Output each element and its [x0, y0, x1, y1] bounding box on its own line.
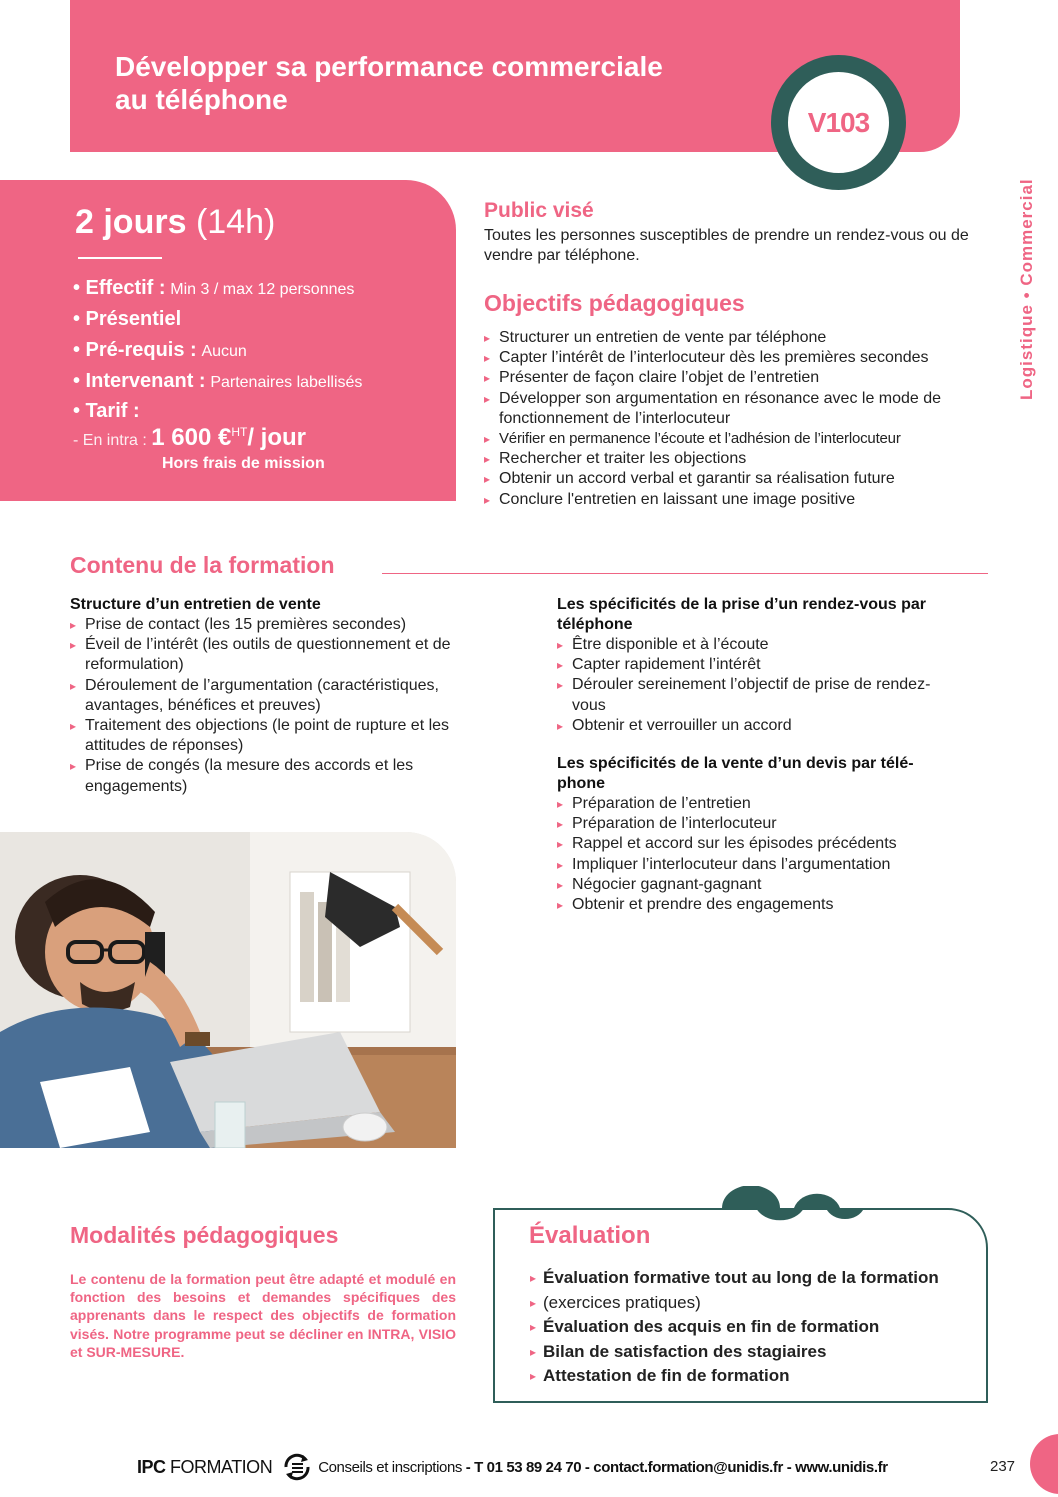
- brand-bold: IPC: [137, 1456, 166, 1477]
- intervenant-label: • Intervenant :: [73, 370, 206, 392]
- intra-prefix: - En intra :: [73, 432, 147, 449]
- list-item: ▸ Présenter de façon claire l’objet de l’entretien: [484, 368, 994, 388]
- page-number: 237: [990, 1458, 1016, 1475]
- photo-man-on-phone: [0, 832, 456, 1148]
- info-intervenant: [73, 370, 362, 393]
- effectif-value: Min 3 / max 12 personnes: [170, 281, 355, 298]
- contenu-rdv: [557, 595, 977, 736]
- rdv-list: [557, 635, 977, 736]
- list-item: ▸ Obtenir et prendre des engagements: [557, 895, 977, 915]
- list-item: ▸ Capter rapidement l’intérêt: [557, 655, 977, 675]
- public-text: Toutes les personnes susceptibles de prendre un rendez-vous ou de vendre par téléphone.: [484, 227, 969, 264]
- wave-decoration: [718, 1186, 868, 1226]
- rdv-title: Les spécificités de la prise d’un rendez-vous par téléphone: [557, 596, 927, 633]
- list-item: ▸ Être disponible et à l’écoute: [557, 635, 977, 655]
- footer: [137, 1455, 888, 1479]
- list-item: ▸ Prise de congés (la mesure des accords et les engagements): [70, 756, 508, 796]
- course-code-badge: [771, 55, 906, 190]
- duration-divider: [78, 257, 162, 259]
- contenu-rule: [382, 573, 988, 574]
- category-label: Logistique • Commercial: [1017, 178, 1036, 400]
- duration: [75, 203, 275, 242]
- structure-title: Structure d’un entretien de vente: [70, 596, 321, 613]
- list-item: ▸ Déroulement de l’argumentation (caractéristiques, avantages, bénéfices et preuves): [70, 676, 508, 716]
- list-item: ▸ Structurer un entretien de vente par téléphone: [484, 328, 994, 348]
- course-code: V103: [807, 106, 870, 138]
- hors-frais: Hors frais de mission: [162, 455, 325, 472]
- info-presentiel: [73, 308, 181, 331]
- list-item: ▸ Capter l’intérêt de l’interlocuteur dès les premières secondes: [484, 348, 994, 368]
- duration-hours: (14h): [195, 203, 276, 241]
- price-unit: / jour: [247, 424, 307, 451]
- list-item: ▸ Traitement des objections (le point de rupture et les attitudes de réponses): [70, 716, 508, 756]
- list-item: ▸ Attestation de fin de formation: [530, 1364, 970, 1389]
- public-title: Public visé: [484, 199, 594, 222]
- contact-intro: Conseils et inscriptions: [318, 1458, 462, 1476]
- list-item: ▸ Bilan de satisfaction des stagiaires: [530, 1340, 970, 1365]
- list-item: ▸ Préparation de l’entretien: [557, 794, 977, 814]
- modalites-title: Modalités pédagogiques: [70, 1222, 339, 1248]
- footer-contact: [318, 1459, 887, 1476]
- refresh-list-icon: [280, 1451, 314, 1483]
- contenu-title: Contenu de la formation: [70, 552, 335, 578]
- list-item: ▸ Éveil de l’intérêt (les outils de questionnement et de reformulation): [70, 635, 508, 675]
- list-item: ▸ Obtenir un accord verbal et garantir sa réalisation future: [484, 469, 994, 489]
- price-sup: HT: [231, 425, 248, 439]
- intervenant-value: Partenaires labellisés: [210, 374, 363, 391]
- list-item: ▸ Dérouler sereinement l’objectif de prise de rendez-vous: [557, 675, 977, 715]
- page-title-line1: Développer sa performance commerciale: [115, 51, 663, 82]
- devis-list: [557, 794, 977, 915]
- duration-days: 2 jours: [75, 203, 187, 241]
- presentiel-label: • Présentiel: [73, 308, 182, 330]
- modalites-text: Le contenu de la formation peut être adapté et modulé en fonction des besoins et demandes spécifiques des apprenants dans le respect des objectifs de formation visés. Notre programme peut se décliner en INTRA, VISIO et SUR-MESURE.: [70, 1271, 456, 1360]
- brand-rest: FORMATION: [170, 1456, 273, 1477]
- prerequis-value: Aucun: [201, 343, 247, 360]
- photo-illustration: [0, 832, 456, 1148]
- structure-list: [70, 615, 508, 797]
- list-item: ▸ Impliquer l’interlocuteur dans l’argumentation: [557, 855, 977, 875]
- list-item: ▸ Évaluation des acquis en fin de formation: [530, 1315, 970, 1340]
- price-value: 1 600 €: [151, 424, 232, 451]
- list-item: ▸ Vérifier en permanence l’écoute et l’adhésion de l’interlocuteur: [484, 429, 994, 449]
- list-item: ▸ Obtenir et verrouiller un accord: [557, 716, 977, 736]
- info-tarif: [73, 400, 140, 423]
- tarif-label: • Tarif :: [73, 400, 140, 422]
- corner-decoration: [1030, 1434, 1058, 1494]
- evaluation-list: [530, 1266, 970, 1389]
- list-item: ▸ Négocier gagnant-gagnant: [557, 875, 977, 895]
- info-effectif: [73, 277, 354, 300]
- effectif-label: • Effectif :: [73, 277, 166, 299]
- devis-title: Les spécificités de la vente d’un devis par télé-phone: [557, 755, 914, 792]
- contact-details[interactable]: - T 01 53 89 24 70 - contact.formation@unidis.fr - www.unidis.fr: [465, 1458, 888, 1476]
- list-item: ▸ Rechercher et traiter les objections: [484, 449, 994, 469]
- page-title: [115, 50, 755, 116]
- objectifs-title: Objectifs pédagogiques: [484, 290, 745, 316]
- tarif-intra: [73, 424, 306, 452]
- contenu-structure: [70, 595, 508, 797]
- footer-brand: [137, 1457, 272, 1478]
- list-item: ▸ Conclure l'entretien en laissant une image positive: [484, 490, 994, 510]
- list-item: ▸ Préparation de l’interlocuteur: [557, 814, 977, 834]
- prerequis-label: • Pré-requis :: [73, 339, 197, 361]
- contenu-devis: [557, 754, 977, 915]
- info-prerequis: [73, 339, 247, 362]
- list-item: ▸ Rappel et accord sur les épisodes précédents: [557, 834, 977, 854]
- list-item: ▸ Développer son argumentation en résonance avec le mode de fonctionnement de l’interlocuteur: [484, 389, 994, 429]
- page-title-line2: au téléphone: [115, 84, 288, 115]
- evaluation-title: Évaluation: [529, 1222, 651, 1249]
- objectifs-list: [484, 328, 994, 510]
- list-item: ▸ Évaluation formative tout au long de la formation: [530, 1266, 970, 1291]
- list-item: ▸ Prise de contact (les 15 premières secondes): [70, 615, 508, 635]
- list-item-continuation: ▸ (exercices pratiques): [530, 1291, 970, 1316]
